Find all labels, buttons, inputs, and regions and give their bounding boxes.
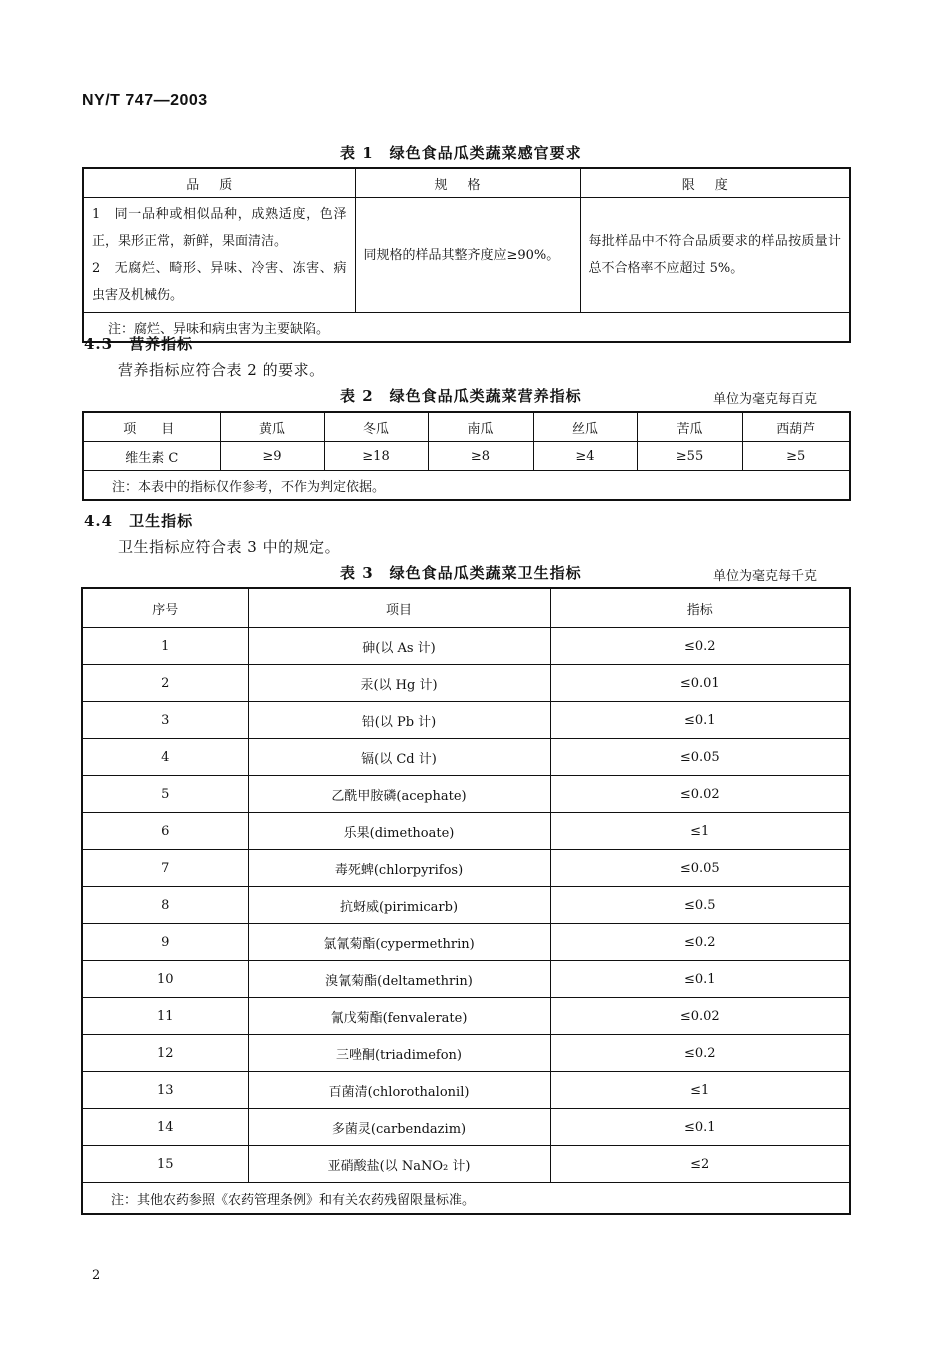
table1-limit-cell: 每批样品中不符合品质要求的样品按质量计总不合格率不应超过 5%。: [580, 198, 850, 313]
table3-cell-no: 1: [82, 628, 248, 665]
section-4-3-heading: 4.3 营养指标: [84, 335, 194, 353]
table2-header-loofah: 丝瓜: [533, 412, 637, 442]
table1-note: 注：腐烂、异味和病虫害为主要缺陷。: [83, 313, 850, 343]
table-row: [82, 628, 850, 665]
table3-cell-limit: ≤0.5: [550, 887, 850, 924]
table3-cell-no: 6: [82, 813, 248, 850]
table3-cell-limit: ≤0.1: [550, 702, 850, 739]
table3-cell-limit: ≤0.2: [550, 924, 850, 961]
table-row: [82, 850, 850, 887]
standard-code: NY/T 747—2003: [82, 92, 208, 109]
table2-row-label: 维生素 C: [83, 442, 220, 471]
table1-spec-cell: 同规格的样品其整齐度应≥90%。: [355, 198, 580, 313]
table3-note: 注：其他农药参照《农药管理条例》和有关农药残留限量标准。: [82, 1183, 850, 1215]
table3-cell-item: 铅(以 Pb 计): [248, 702, 550, 739]
table3-cell-no: 7: [82, 850, 248, 887]
table2-cell-zucchini: ≥5: [742, 442, 850, 471]
table2-cell-wax-gourd: ≥18: [324, 442, 428, 471]
table2-header-cucumber: 黄瓜: [220, 412, 324, 442]
table3-cell-no: 8: [82, 887, 248, 924]
table3-cell-item: 镉(以 Cd 计): [248, 739, 550, 776]
table3-cell-no: 12: [82, 1035, 248, 1072]
table3-cell-no: 3: [82, 702, 248, 739]
table1-header-quality: 品质: [83, 168, 355, 198]
table3-cell-limit: ≤0.1: [550, 961, 850, 998]
section-4-4-text: 卫生指标应符合表 3 中的规定。: [118, 538, 341, 556]
table3-cell-limit: ≤0.2: [550, 628, 850, 665]
table3-cell-no: 9: [82, 924, 248, 961]
page-number: 2: [92, 1268, 101, 1283]
table3-cell-item: 亚硝酸盐(以 NaNO₂ 计): [248, 1146, 550, 1183]
table3-cell-limit: ≤0.1: [550, 1109, 850, 1146]
table3-header-item: 项目: [248, 588, 550, 628]
table3-cell-no: 15: [82, 1146, 248, 1183]
table2-unit: 单位为毫克每百克: [713, 392, 818, 407]
table2-header-item: 项 目: [83, 412, 220, 442]
table3-cell-no: 5: [82, 776, 248, 813]
table3-cell-item: 百菌清(chlorothalonil): [248, 1072, 550, 1109]
table3-hygiene: [81, 587, 851, 1215]
table1-quality-line1: 1 同一品种或相似品种，成熟适度，色泽正，果形正常，新鲜，果面清洁。: [92, 207, 347, 249]
table-row: [82, 1035, 850, 1072]
table3-cell-item: 多菌灵(carbendazim): [248, 1109, 550, 1146]
table2-cell-loofah: ≥4: [533, 442, 637, 471]
section-4-4-heading: 4.4 卫生指标: [84, 512, 194, 530]
table3-cell-limit: ≤2: [550, 1146, 850, 1183]
table-row: [82, 961, 850, 998]
table-row: [82, 1109, 850, 1146]
table3-cell-limit: ≤0.05: [550, 739, 850, 776]
table-row: [82, 998, 850, 1035]
table-row: [82, 1072, 850, 1109]
table3-cell-limit: ≤1: [550, 1072, 850, 1109]
table3-cell-no: 10: [82, 961, 248, 998]
table2-note: 注：本表中的指标仅作参考，不作为判定依据。: [83, 471, 850, 501]
section-4-3-text: 营养指标应符合表 2 的要求。: [118, 361, 325, 379]
table2-header-bitter-gourd: 苦瓜: [637, 412, 742, 442]
table2-cell-pumpkin: ≥8: [428, 442, 533, 471]
table-row: [82, 887, 850, 924]
table3-cell-item: 三唑酮(triadimefon): [248, 1035, 550, 1072]
table-row: [82, 702, 850, 739]
table3-cell-item: 乙酰甲胺磷(acephate): [248, 776, 550, 813]
table-row: [82, 924, 850, 961]
table3-cell-item: 乐果(dimethoate): [248, 813, 550, 850]
table3-header-limit: 指标: [550, 588, 850, 628]
table1-quality-cell: [83, 198, 355, 313]
table3-cell-item: 砷(以 As 计): [248, 628, 550, 665]
table3-header-no: 序号: [82, 588, 248, 628]
table3-cell-limit: ≤0.2: [550, 1035, 850, 1072]
table3-cell-no: 14: [82, 1109, 248, 1146]
table3-cell-item: 氰戊菊酯(fenvalerate): [248, 998, 550, 1035]
table3-cell-item: 溴氰菊酯(deltamethrin): [248, 961, 550, 998]
table2-nutrition: [82, 411, 851, 501]
table-row: [82, 665, 850, 702]
table3-cell-item: 抗蚜威(pirimicarb): [248, 887, 550, 924]
table-row: [82, 739, 850, 776]
table2-header-wax-gourd: 冬瓜: [324, 412, 428, 442]
table2-header-zucchini: 西葫芦: [742, 412, 850, 442]
table1-header-spec: 规格: [355, 168, 580, 198]
table1-caption: 表 1 绿色食品瓜类蔬菜感官要求: [340, 144, 582, 162]
table-row: [82, 776, 850, 813]
table1-sensory-requirements: [82, 167, 851, 343]
table3-cell-item: 氯氰菊酯(cypermethrin): [248, 924, 550, 961]
table3-cell-limit: ≤0.01: [550, 665, 850, 702]
table-row: [82, 1146, 850, 1183]
table1-header-limit: 限度: [580, 168, 850, 198]
table3-cell-limit: ≤0.02: [550, 998, 850, 1035]
table3-cell-limit: ≤0.02: [550, 776, 850, 813]
table3-cell-no: 4: [82, 739, 248, 776]
table3-cell-item: 毒死蜱(chlorpyrifos): [248, 850, 550, 887]
table1-quality-line2: 2 无腐烂、畸形、异味、冷害、冻害、病虫害及机械伤。: [92, 261, 347, 303]
table3-cell-no: 2: [82, 665, 248, 702]
table3-cell-limit: ≤0.05: [550, 850, 850, 887]
table2-caption: 表 2 绿色食品瓜类蔬菜营养指标: [340, 387, 582, 405]
table2-cell-cucumber: ≥9: [220, 442, 324, 471]
table3-cell-limit: ≤1: [550, 813, 850, 850]
table3-cell-item: 汞(以 Hg 计): [248, 665, 550, 702]
table3-caption: 表 3 绿色食品瓜类蔬菜卫生指标: [340, 564, 582, 582]
table2-cell-bitter-gourd: ≥55: [637, 442, 742, 471]
table3-unit: 单位为毫克每千克: [713, 569, 818, 584]
table-row: [82, 813, 850, 850]
table2-header-pumpkin: 南瓜: [428, 412, 533, 442]
table3-cell-no: 11: [82, 998, 248, 1035]
table3-cell-no: 13: [82, 1072, 248, 1109]
